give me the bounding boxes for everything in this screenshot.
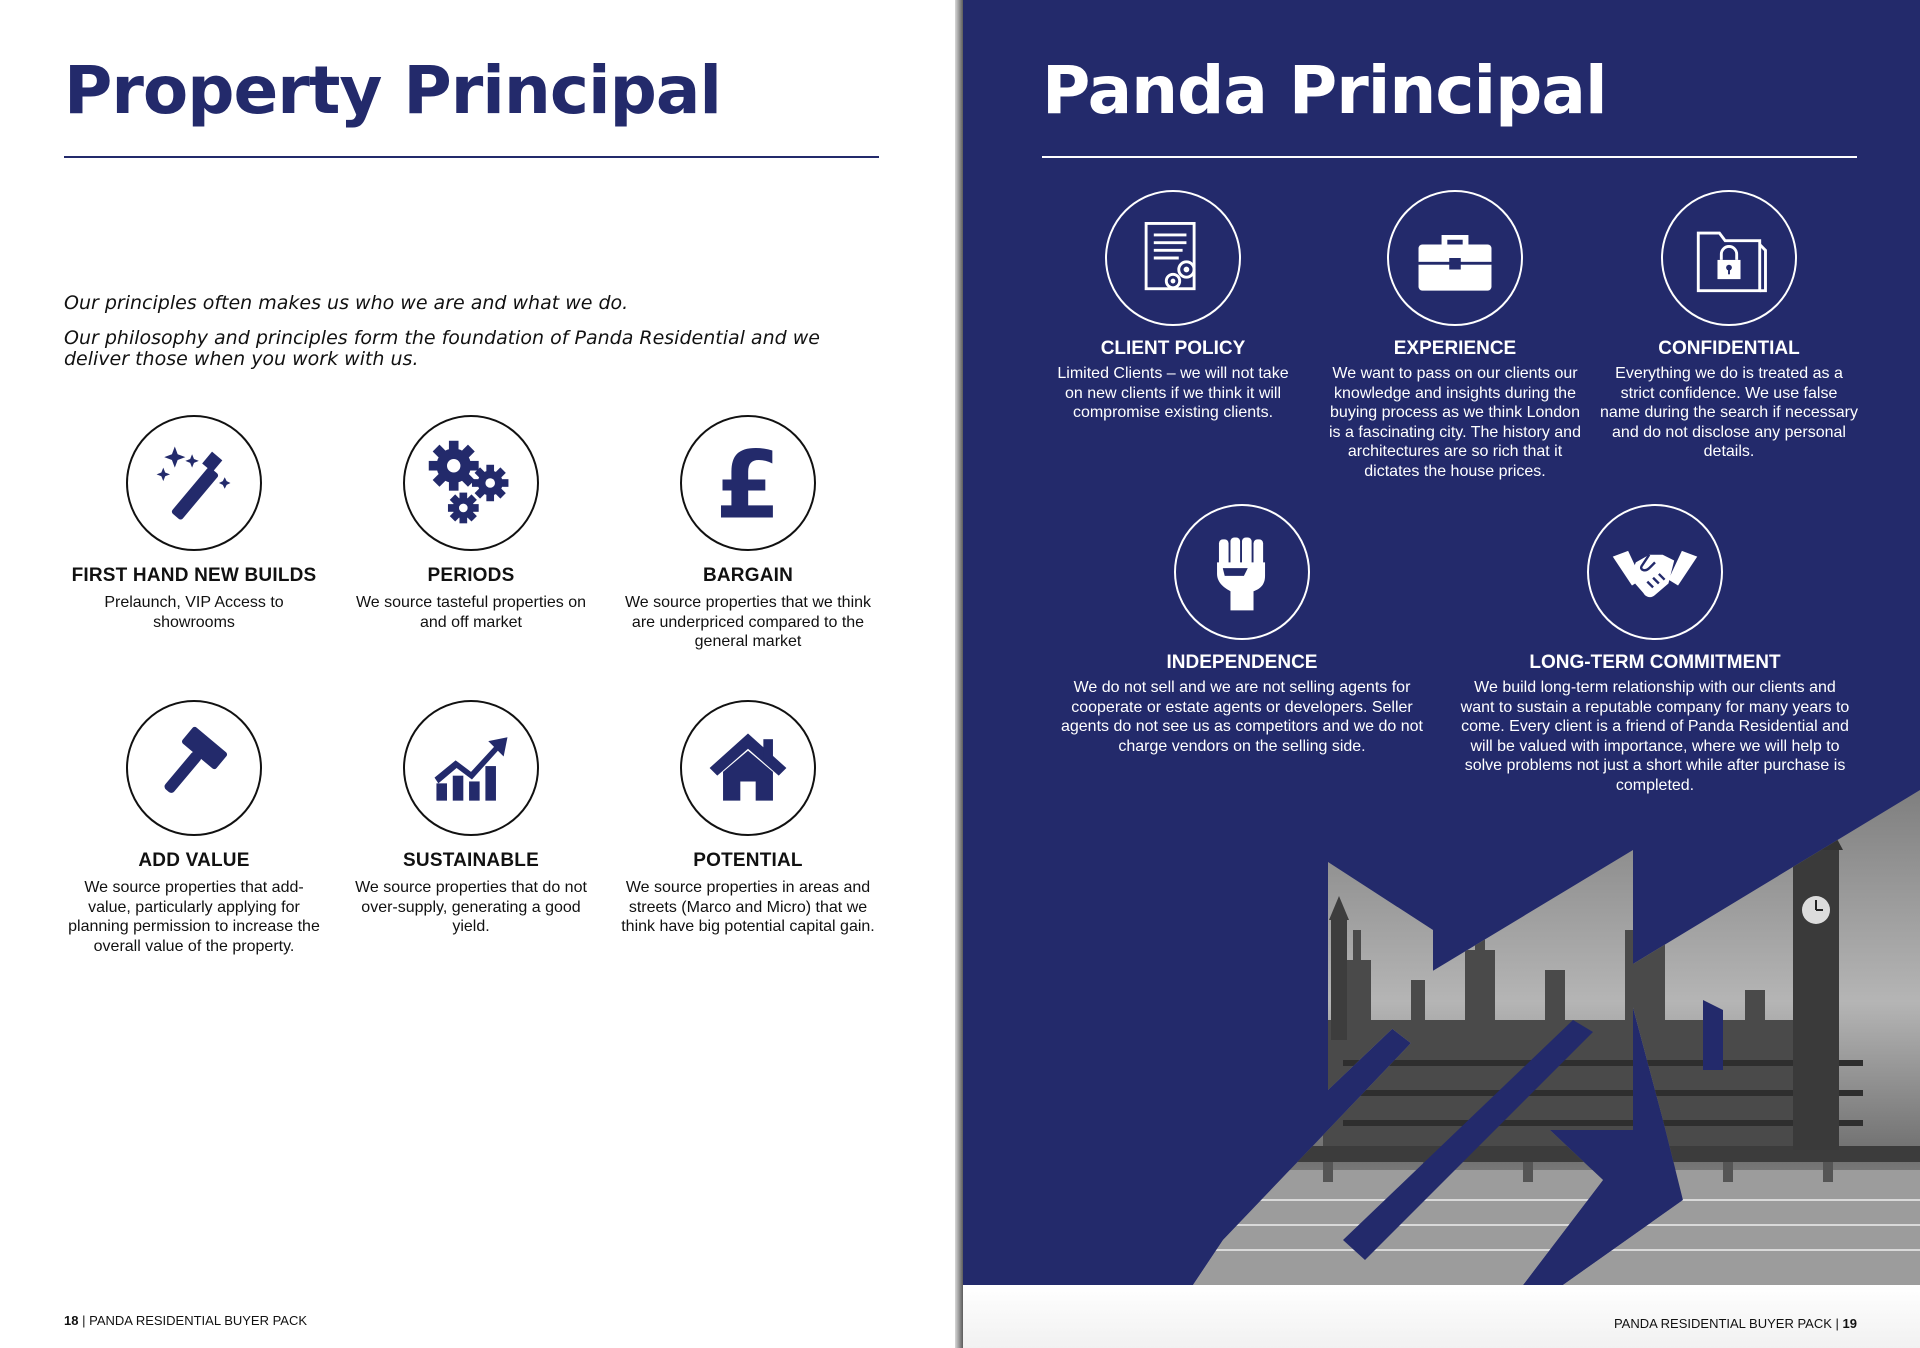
left-page-footer (64, 1313, 307, 1328)
feature-sustainable (340, 700, 602, 937)
right-page-footer (1614, 1316, 1857, 1331)
footer-label: PANDA RESIDENTIAL BUYER PACK (1613, 1316, 1832, 1331)
london-skyline-collage (963, 770, 1920, 1285)
feature-title: ADD VALUE (138, 850, 250, 871)
feature-description: We source tasteful properties on and off market (355, 594, 587, 631)
feature-description: We source properties that add-value, particularly applying for planning permission to increase the overall value of the property. (68, 879, 320, 955)
gavel-icon (126, 700, 262, 836)
footer-separator: | (82, 1313, 86, 1328)
footer-label: PANDA RESIDENTIAL BUYER PACK (89, 1313, 308, 1328)
feature-description: Everything we do is treated as a strict confidence. We use false name during the search if necessary and do not disclose any personal details. (1600, 365, 1858, 460)
intro-line-2: Our philosophy and principles form the foundation of Panda Residential and we deliver those when you work with us. (64, 327, 820, 370)
feature-description: We build long-term relationship with our clients and want to sustain a reputable company for many years to come. Every client is a friend of Panda Residential and will be valued with importance, where we will help to solve problems not just a short while after purchase is completed. (1460, 679, 1850, 794)
pound-sign-icon (680, 415, 816, 551)
right-page (963, 0, 1920, 1348)
feature-title: SUSTAINABLE (403, 850, 539, 871)
right-page-title: Panda Principal (1042, 52, 1607, 129)
gears-icon (403, 415, 539, 551)
page-number: 18 (64, 1313, 79, 1328)
feature-description: Limited Clients – we will not take on new clients if we think it will compromise existing clients. (1057, 365, 1289, 421)
locked-folder-icon (1661, 190, 1797, 326)
feature-independence (1047, 504, 1437, 756)
feature-long-term-commitment (1456, 504, 1854, 795)
feature-title: BARGAIN (702, 565, 794, 586)
left-page-title: Property Principal (64, 52, 722, 129)
feature-description: We source properties that we think are underpriced compared to the general market (624, 594, 872, 650)
intro-line-1: Our principles often makes us who we are and what we do. (64, 292, 629, 314)
feature-title: INDEPENDENCE (1166, 652, 1318, 673)
page-spine (955, 0, 963, 1348)
feature-add-value (63, 700, 325, 956)
feature-title: POTENTIAL (693, 850, 803, 871)
feature-bargain (617, 415, 879, 652)
feature-description: We do not sell and we are not selling agents for cooperate or estate agents or developers. Seller agents do not see us as competitors and we do not charge vendors on the selling side. (1060, 679, 1423, 755)
feature-client-policy (1050, 190, 1296, 423)
briefcase-icon (1387, 190, 1523, 326)
feature-title: FIRST HAND NEW BUILDS (71, 565, 317, 586)
feature-title: CONFIDENTIAL (1658, 338, 1800, 359)
feature-potential (617, 700, 879, 937)
feature-first-hand-new-builds (63, 415, 325, 632)
growth-chart-icon (403, 700, 539, 836)
feature-title: CLIENT POLICY (1100, 338, 1246, 359)
feature-title: EXPERIENCE (1393, 338, 1517, 359)
policy-document-icon (1105, 190, 1241, 326)
house-icon (680, 700, 816, 836)
right-title-divider (1042, 156, 1857, 158)
left-page (0, 0, 955, 1348)
feature-title: PERIODS (427, 565, 515, 586)
svg-text:£: £ (715, 435, 781, 531)
feature-description: We source properties in areas and streets (Marco and Micro) that we think have big potential capital gain. (621, 879, 875, 935)
magic-wand-icon (126, 415, 262, 551)
footer-separator: | (1835, 1316, 1839, 1331)
feature-experience (1323, 190, 1587, 481)
feature-title: LONG-TERM COMMITMENT (1529, 652, 1781, 673)
feature-confidential (1599, 190, 1859, 462)
feature-periods (340, 415, 602, 632)
feature-description: We source properties that do not over-supply, generating a good yield. (355, 879, 587, 935)
raised-fist-icon (1174, 504, 1310, 640)
left-title-divider (64, 156, 879, 158)
feature-description: Prelaunch, VIP Access to showrooms (104, 594, 284, 631)
handshake-icon (1587, 504, 1723, 640)
feature-description: We want to pass on our clients our knowledge and insights during the buying process as we think London is a fascinating city. The history and architectures are so rich that it dictates the house prices. (1329, 365, 1581, 480)
page-number: 19 (1842, 1316, 1857, 1331)
